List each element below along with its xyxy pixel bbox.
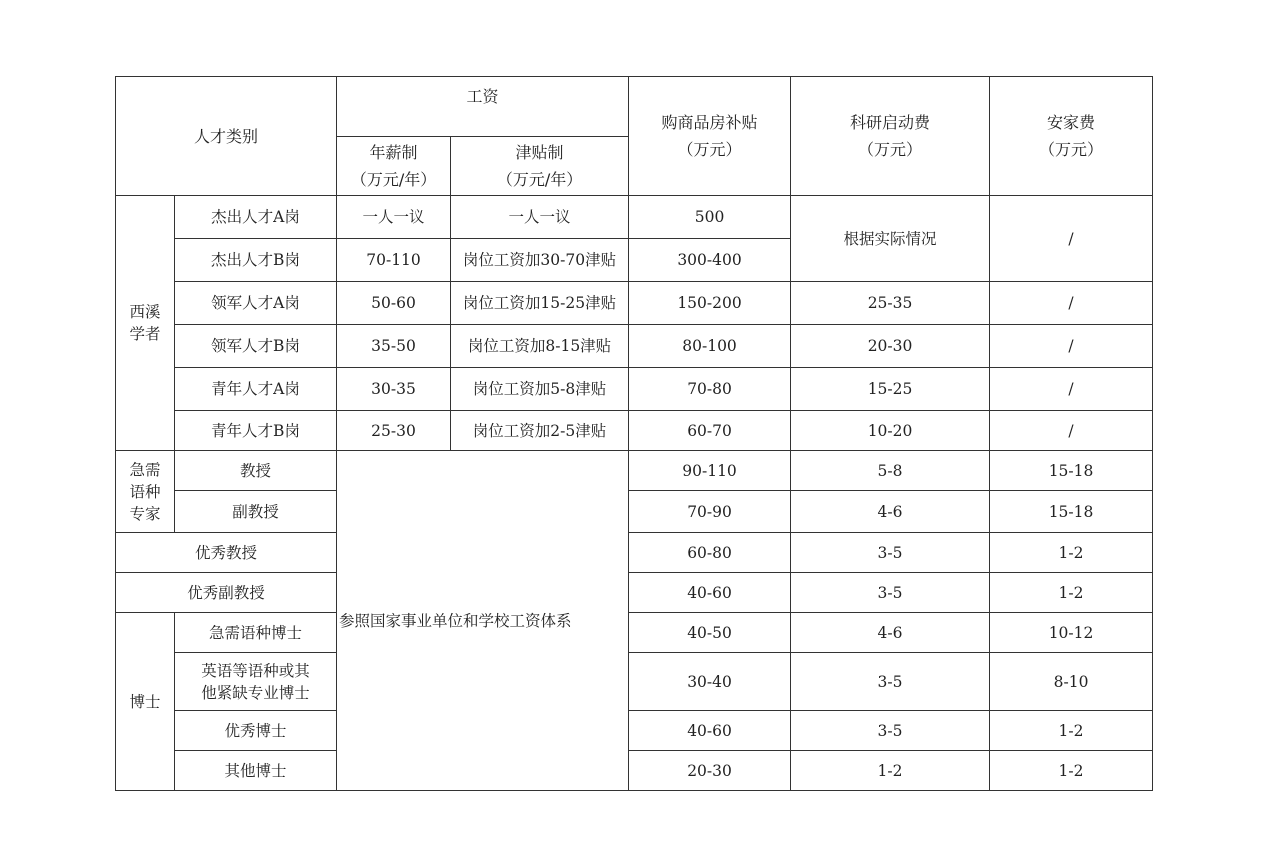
row-allowance: 岗位工资加2-5津贴 xyxy=(451,411,629,451)
group-doctor: 博士 xyxy=(116,613,175,791)
row-allowance: 一人一议 xyxy=(451,196,629,239)
row-housing: 150-200 xyxy=(629,282,791,325)
row-name: 领军人才B岗 xyxy=(175,325,337,368)
row-settle: 1-2 xyxy=(990,533,1153,573)
reference-wage-system: 参照国家事业单位和学校工资体系 xyxy=(337,451,629,791)
header-allowance-line2: （万元/年） xyxy=(496,170,583,189)
row-housing: 60-70 xyxy=(629,411,791,451)
header-housing-line1: 购商品房补贴 xyxy=(661,113,758,132)
header-wage: 工资 xyxy=(337,77,629,137)
row-settle: 15-18 xyxy=(990,491,1153,533)
group-urgent-line3: 专家 xyxy=(129,504,161,523)
row-settle: 1-2 xyxy=(990,751,1153,791)
row-name-line2: 他紧缺专业博士 xyxy=(201,683,310,702)
row-allowance: 岗位工资加8-15津贴 xyxy=(451,325,629,368)
row-allowance: 岗位工资加15-25津贴 xyxy=(451,282,629,325)
row-research-merged: 根据实际情况 xyxy=(791,196,990,282)
row-housing: 40-50 xyxy=(629,613,791,653)
row-research: 4-6 xyxy=(791,613,990,653)
row-annual: 70-110 xyxy=(337,239,451,282)
row-research: 20-30 xyxy=(791,325,990,368)
row-settle: 8-10 xyxy=(990,653,1153,711)
group-xixi-line1: 西溪 xyxy=(129,303,161,321)
row-settle: / xyxy=(990,325,1153,368)
header-research-line2: （万元） xyxy=(858,140,923,159)
row-research: 4-6 xyxy=(791,491,990,533)
row-housing: 40-60 xyxy=(629,573,791,613)
group-xixi-line2: 学者 xyxy=(129,325,161,343)
row-housing: 40-60 xyxy=(629,711,791,751)
row-research: 3-5 xyxy=(791,533,990,573)
header-allowance-line1: 津贴制 xyxy=(515,143,564,162)
row-settle: 1-2 xyxy=(990,573,1153,613)
row-name: 青年人才A岗 xyxy=(175,368,337,411)
row-research: 1-2 xyxy=(791,751,990,791)
row-housing: 300-400 xyxy=(629,239,791,282)
row-research: 5-8 xyxy=(791,451,990,491)
group-urgent-language-expert xyxy=(116,451,175,533)
row-name: 优秀博士 xyxy=(175,711,337,751)
row-housing: 20-30 xyxy=(629,751,791,791)
header-annual-line1: 年薪制 xyxy=(369,143,418,162)
row-annual: 35-50 xyxy=(337,325,451,368)
header-housing-subsidy xyxy=(629,77,791,196)
row-name: 优秀副教授 xyxy=(116,573,337,613)
header-annual-line2: （万元/年） xyxy=(350,170,437,189)
row-name: 杰出人才A岗 xyxy=(175,196,337,239)
group-urgent-line2: 语种 xyxy=(129,482,161,501)
row-name: 领军人才A岗 xyxy=(175,282,337,325)
row-annual: 25-30 xyxy=(337,411,451,451)
row-settle: / xyxy=(990,368,1153,411)
row-allowance: 岗位工资加30-70津贴 xyxy=(451,239,629,282)
row-annual: 30-35 xyxy=(337,368,451,411)
row-housing: 80-100 xyxy=(629,325,791,368)
header-category: 人才类别 xyxy=(116,77,337,196)
header-annual-salary xyxy=(337,137,451,196)
row-name: 副教授 xyxy=(175,491,337,533)
row-settle: / xyxy=(990,411,1153,451)
row-housing: 90-110 xyxy=(629,451,791,491)
row-settle: / xyxy=(990,282,1153,325)
header-allowance xyxy=(451,137,629,196)
group-urgent-line1: 急需 xyxy=(129,460,161,479)
row-research: 10-20 xyxy=(791,411,990,451)
talent-compensation-table xyxy=(115,76,1153,791)
row-settle: 10-12 xyxy=(990,613,1153,653)
header-settle-line1: 安家费 xyxy=(1047,113,1096,132)
row-name: 青年人才B岗 xyxy=(175,411,337,451)
row-housing: 30-40 xyxy=(629,653,791,711)
header-settle-line2: （万元） xyxy=(1039,140,1104,159)
row-housing: 500 xyxy=(629,196,791,239)
row-annual: 一人一议 xyxy=(337,196,451,239)
row-name: 杰出人才B岗 xyxy=(175,239,337,282)
row-settle-merged: / xyxy=(990,196,1153,282)
row-name: 优秀教授 xyxy=(116,533,337,573)
row-settle: 1-2 xyxy=(990,711,1153,751)
row-research: 15-25 xyxy=(791,368,990,411)
row-housing: 60-80 xyxy=(629,533,791,573)
row-research: 3-5 xyxy=(791,711,990,751)
row-allowance: 岗位工资加5-8津贴 xyxy=(451,368,629,411)
header-housing-line2: （万元） xyxy=(677,140,742,159)
row-name xyxy=(175,653,337,711)
row-name: 教授 xyxy=(175,451,337,491)
row-research: 25-35 xyxy=(791,282,990,325)
row-settle: 15-18 xyxy=(990,451,1153,491)
row-housing: 70-90 xyxy=(629,491,791,533)
row-name-line1: 英语等语种或其 xyxy=(201,661,310,680)
row-research: 3-5 xyxy=(791,573,990,613)
header-settlement-fee xyxy=(990,77,1153,196)
header-research-line1: 科研启动费 xyxy=(850,113,931,132)
group-xixi-scholar xyxy=(116,196,175,451)
row-annual: 50-60 xyxy=(337,282,451,325)
row-research: 3-5 xyxy=(791,653,990,711)
row-name: 急需语种博士 xyxy=(175,613,337,653)
header-research-funding xyxy=(791,77,990,196)
row-housing: 70-80 xyxy=(629,368,791,411)
row-name: 其他博士 xyxy=(175,751,337,791)
